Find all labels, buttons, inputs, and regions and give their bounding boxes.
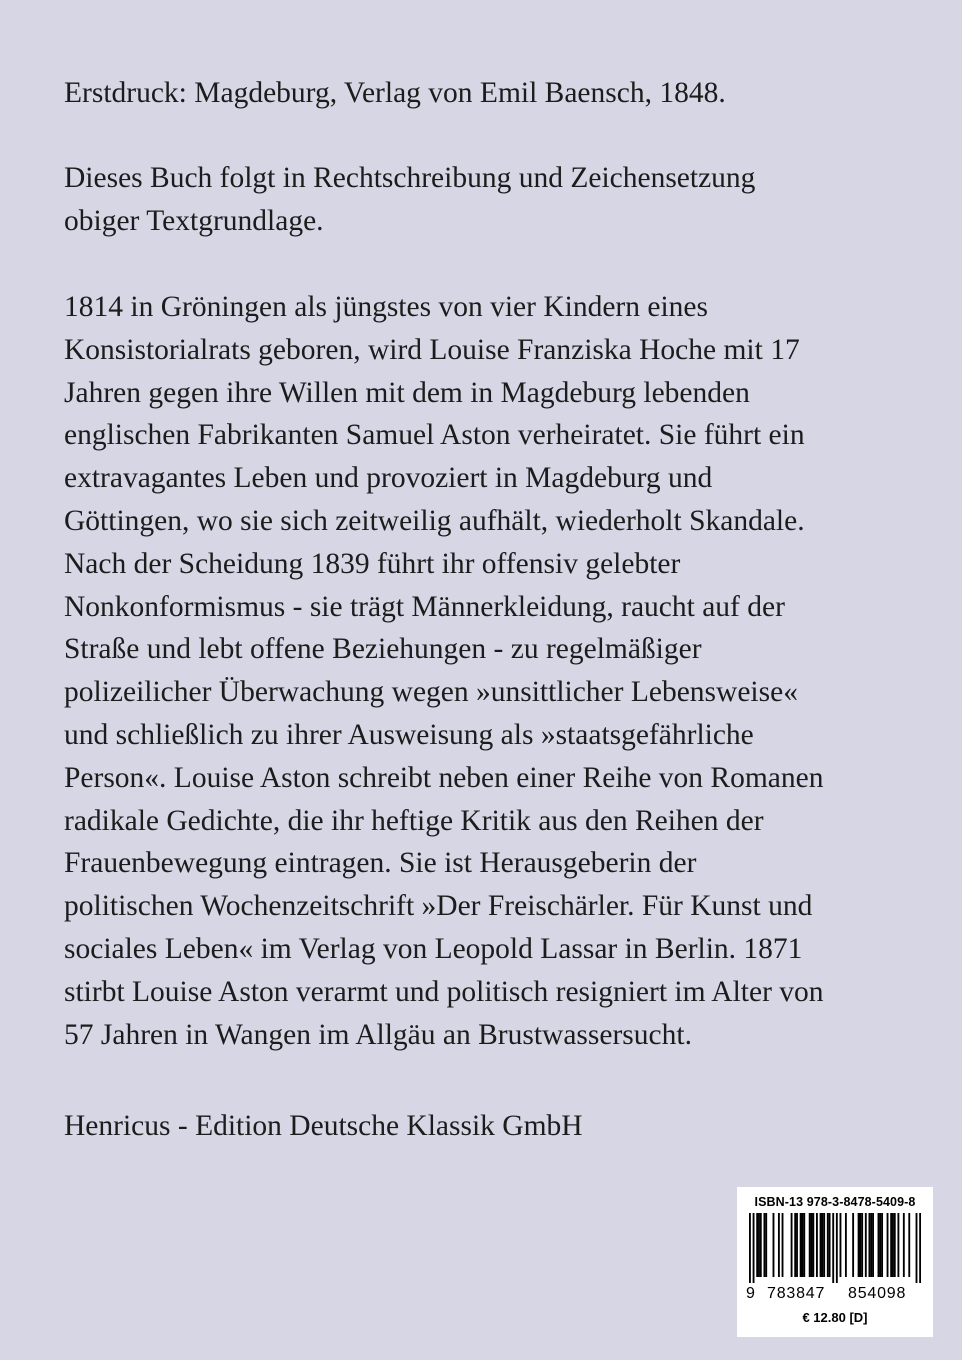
barcode-bar — [887, 1213, 889, 1277]
barcode-bar — [852, 1213, 854, 1277]
publisher-line: Henricus - Edition Deutsche Klassik GmbH — [64, 1110, 583, 1142]
biography-line: polizeilicher Überwachung wegen »unsittlicher Lebensweise« — [64, 676, 798, 709]
first-edition-note — [64, 72, 904, 115]
barcode-bar — [758, 1213, 760, 1277]
barcode-digit-first: 9 — [746, 1285, 755, 1302]
barcode-bar — [803, 1213, 805, 1277]
barcode-bar — [763, 1213, 765, 1277]
biography-line: Konsistorialrats geboren, wird Louise Franziska Hoche mit 17 — [64, 333, 800, 366]
barcode-bar — [908, 1213, 910, 1277]
barcode-bar — [816, 1213, 818, 1277]
biography-line: stirbt Louise Aston verarmt und politisch resigniert im Alter von — [64, 975, 824, 1008]
biography-line: 57 Jahren in Wangen im Allgäu an Brustwassersucht. — [64, 1018, 692, 1051]
barcode-bar — [802, 1213, 804, 1277]
barcode-bar — [791, 1213, 793, 1277]
biography-line: extravagantes Leben und provoziert in Magdeburg und — [64, 462, 713, 495]
barcode-bar — [878, 1213, 880, 1277]
barcode-bar — [827, 1213, 829, 1277]
barcode-bar — [811, 1213, 813, 1277]
barcode-bar — [773, 1213, 775, 1277]
barcode-bar — [870, 1213, 872, 1277]
barcode-bar — [865, 1213, 867, 1277]
barcode-bar — [832, 1213, 834, 1283]
barcode-bar — [916, 1213, 918, 1283]
barcode-bar — [872, 1213, 874, 1277]
biography-line: politischen Wochenzeitschrift »Der Freischärler. Für Kunst und — [64, 890, 813, 923]
barcode-bar — [859, 1213, 861, 1277]
barcode-bar — [845, 1213, 847, 1277]
barcode-bar — [903, 1213, 905, 1277]
first-edition-line: Erstdruck: Magdeburg, Verlag von Emil Baensch, 1848. — [64, 77, 726, 109]
barcode-bar — [840, 1213, 842, 1277]
barcode-bar — [879, 1213, 881, 1277]
barcode-bar — [800, 1213, 802, 1277]
biography-line: Nonkonformismus - sie trägt Männerkleidung, raucht auf der — [64, 590, 785, 623]
biography-line: englischen Fabrikanten Samuel Aston verheiratet. Sie führt ein — [64, 419, 805, 452]
barcode-bar — [836, 1213, 838, 1283]
biography-line: radikale Gedichte, die ihr heftige Kritik aus den Reihen der — [64, 804, 764, 837]
barcode-bar — [861, 1213, 863, 1277]
biography-line: und schließlich zu ihrer Ausweisung als »staatsgefährliche — [64, 718, 754, 751]
isbn-number: ISBN-13 978-3-8478-5409-8 — [754, 1195, 916, 1209]
barcode-bar — [760, 1213, 762, 1277]
barcode-bar — [809, 1213, 811, 1277]
author-biography — [64, 286, 904, 1056]
barcode-bar — [765, 1213, 767, 1277]
orthography-note — [64, 157, 904, 243]
barcode-digits-right: 854098 — [848, 1285, 907, 1302]
barcode-digits-left: 783847 — [767, 1285, 826, 1302]
biography-line: Person«. Louise Aston schreibt neben einer Reihe von Romanen — [64, 761, 824, 794]
barcode-bar — [749, 1213, 751, 1283]
barcode-bar — [821, 1213, 823, 1277]
isbn-barcode-label — [737, 1187, 933, 1337]
barcode-bar — [753, 1213, 755, 1283]
barcode-bar — [756, 1213, 758, 1277]
biography-line: Frauenbewegung eintragen. Sie ist Herausgeberin der — [64, 847, 697, 880]
barcode-bar — [796, 1213, 798, 1277]
publisher-imprint — [64, 1105, 904, 1148]
barcode-bar — [894, 1213, 896, 1277]
barcode-bar — [823, 1213, 825, 1277]
barcode-bar — [794, 1213, 796, 1277]
biography-line: 1814 in Gröningen als jüngstes von vier Kindern eines — [64, 291, 708, 323]
barcode-bar — [778, 1213, 780, 1277]
price-label: € 12.80 [D] — [802, 1310, 868, 1325]
barcode-bar — [881, 1213, 883, 1277]
orthography-line: Dieses Buch folgt in Rechtschreibung und Zeichensetzung — [64, 162, 756, 194]
barcode-bar — [820, 1213, 822, 1277]
biography-line: Straße und lebt offene Beziehungen - zu regelmäßiger — [64, 633, 702, 666]
biography-line: sociales Leben« im Verlag von Leopold Lassar in Berlin. 1871 — [64, 932, 803, 965]
barcode-bar — [897, 1213, 899, 1277]
barcode-bar — [890, 1213, 892, 1277]
orthography-line: obiger Textgrundlage. — [64, 204, 324, 237]
barcode-bar — [858, 1213, 860, 1277]
barcode-bar — [782, 1213, 784, 1277]
barcode-bar — [829, 1213, 831, 1277]
barcode-graphic — [749, 1213, 921, 1283]
barcode-bar — [919, 1213, 921, 1283]
biography-line: Jahren gegen ihre Willen mit dem in Magdeburg lebenden — [64, 376, 750, 409]
biography-line: Göttingen, wo sie sich zeitweilig aufhält, wiederholt Skandale. — [64, 504, 805, 537]
barcode-bar — [868, 1213, 870, 1277]
barcode-bar — [892, 1213, 894, 1277]
barcode-bar — [812, 1213, 814, 1277]
biography-line: Nach der Scheidung 1839 führt ihr offensiv gelebter — [64, 547, 681, 580]
